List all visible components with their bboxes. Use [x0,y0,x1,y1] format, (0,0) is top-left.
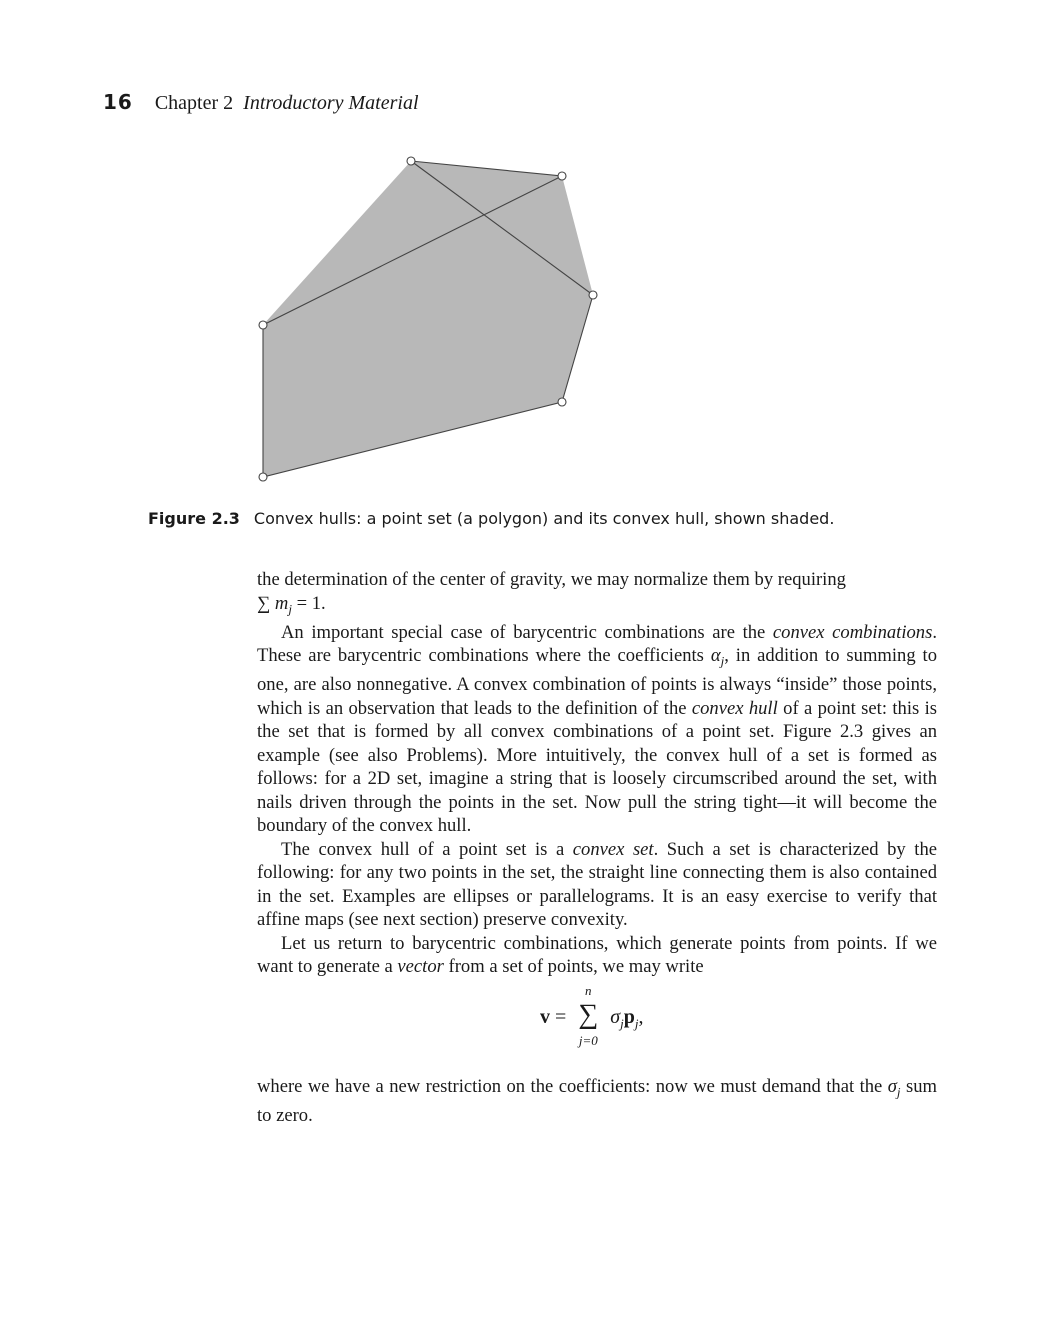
figure-caption [148,509,834,528]
paragraph: The convex hull of a point set is a convex set. Such a set is characterized by the following: for any two points in the set, the straight line connecting them is also contained in the set. Examples are ellipses or parallelograms. It is an easy exercise to verify that affine maps (see next section) preserve convexity. [257,838,937,931]
page-header [103,90,419,120]
term-convex-set: convex set [572,838,654,860]
vertex [259,473,267,481]
vertex [558,398,566,406]
paragraph: Let us return to barycentric combinations, which generate points from points. If we want to generate a vector from a set of points, we may write [257,932,937,978]
vertex [407,157,415,165]
convex-hull-figure [240,148,620,488]
vertex [589,291,597,299]
term-convex-hull: convex hull [691,697,778,719]
summation: n ∑ j=0 [578,982,599,1048]
convex-hull-shading [263,161,593,477]
page-number: 16 [103,90,133,114]
vertex [558,172,566,180]
figure-label: Figure 2.3 [148,509,240,528]
equation: v = n ∑ j=0 $\sigma_jp_j$, [540,982,644,1048]
paragraph: An important special case of barycentric combinations are the convex combinations. These are barycentric combinations where the coefficients $\alpha_j$, in addition to summing to one, are also nonnegative. A convex combination of points is always “inside” those points, which is an observation that leads to the definition of the convex hull of a point set: this is the set that is formed by all convex combinations of a point set. Figure 2.3 gives an example (see also Problems). More intuitively, the convex hull of a set is formed as follows: for a 2D set, imagine a string that is loosely circumscribed around the set, with nails driven through the points in the set. Now pull the string tight—it will become the boundary of the convex hull. [257,621,938,837]
figure-caption-text: Convex hulls: a point set (a polygon) and its convex hull, shown shaded. [253,509,835,528]
vertex [259,321,267,329]
body-text [257,568,937,1128]
term-vector: vector [397,956,444,978]
paragraph: the determination of the center of gravity, we may normalize them by requiring ∑ $m_j = 1$. [257,569,846,617]
chapter-title: Introductory Material [243,92,419,114]
term-convex-combinations: convex combinations [772,621,933,643]
paragraph: where we have a new restriction on the coefficients: now we must demand that the $\sigma_j$ sum to zero. [257,1075,937,1127]
chapter-label: Chapter 2 [154,92,234,114]
